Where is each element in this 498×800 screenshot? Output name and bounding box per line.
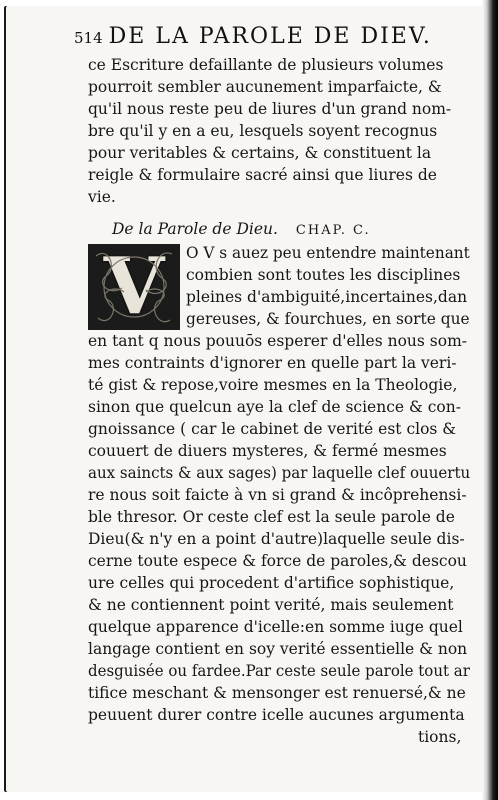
text-line: ure celles qui procedent d'artifice sophistique,	[88, 574, 455, 592]
text-line: gnoissance ( car le cabinet de verité est clos &	[88, 420, 457, 438]
chapter-label: CHAP. C.	[295, 223, 371, 238]
text-line: Dieu(& n'y en a point d'autre)laquelle seule dis-	[88, 530, 465, 548]
text-line: sinon que quelcun aye la clef de science & con-	[88, 398, 461, 416]
text-line: tifice meschant & mensonger est renuersé,& ne	[88, 684, 466, 702]
text-line: pourroit sembler aucunement imparfaicte, &	[88, 78, 442, 96]
chapter-heading	[112, 220, 371, 238]
binding-edge	[482, 0, 498, 800]
chapter-title: De la Parole de Dieu.	[112, 220, 278, 238]
text-line: & ne contiennent point verité, mais seulement	[88, 596, 454, 614]
text-line: en tant q nous pouuōs esperer d'elles nous som-	[88, 332, 468, 350]
text-line: qu'il nous reste peu de liures d'un grand nom-	[88, 100, 452, 118]
text-line: vie.	[88, 188, 116, 206]
decorated-initial	[88, 241, 180, 332]
text-line: ce Escriture defaillante de plusieurs volumes	[88, 56, 444, 74]
text-line: pleines d'ambiguité,incertaines,dan	[186, 288, 468, 306]
text-line: reigle & formulaire sacré ainsi que liures de	[88, 166, 437, 184]
text-line: re nous soit faicte à vn si grand & incôprehensi-	[88, 486, 467, 504]
page-number: 514	[74, 29, 103, 47]
text-line: cerne toute espece & force de paroles,& descou	[88, 552, 467, 570]
text-line: tions,	[418, 728, 462, 746]
ornament-flourish	[88, 241, 180, 332]
text-line: langage contient en soy verité essentielle & non	[88, 640, 468, 658]
text-line: bre qu'il y en a eu, lesquels soyent recognus	[88, 122, 438, 140]
text-line: combien sont toutes les disciplines	[186, 266, 461, 284]
text-line: desguisée ou fardee.Par ceste seule parole tout ar	[88, 662, 470, 680]
text-line: peuuent durer contre icelle aucunes argumenta	[88, 706, 465, 724]
text-line: quelque apparence d'icelle:en somme iuge quel	[88, 618, 463, 636]
initial-letter: V	[103, 241, 165, 332]
running-header	[74, 24, 432, 49]
text-line: gereuses, & fourchues, en sorte que	[186, 310, 470, 328]
text-line: pour veritables & certains, & constituent la	[88, 144, 432, 162]
text-line: aux saincts & aux sages) par laquelle clef ouuertu	[88, 464, 471, 482]
running-title: DE LA PAROLE DE DIEV.	[108, 24, 432, 49]
text-line: ble thresor. Or ceste clef est la seule parole de	[88, 508, 455, 526]
text-line: O V s auez peu entendre maintenant	[186, 244, 470, 262]
text-line: mes contraints d'ignorer en quelle part la veri-	[88, 354, 457, 372]
text-line: té gist & repose,voire mesmes en la Theologie,	[88, 376, 458, 394]
text-line: couuert de diuers mysteres, & fermé mesmes	[88, 442, 447, 460]
